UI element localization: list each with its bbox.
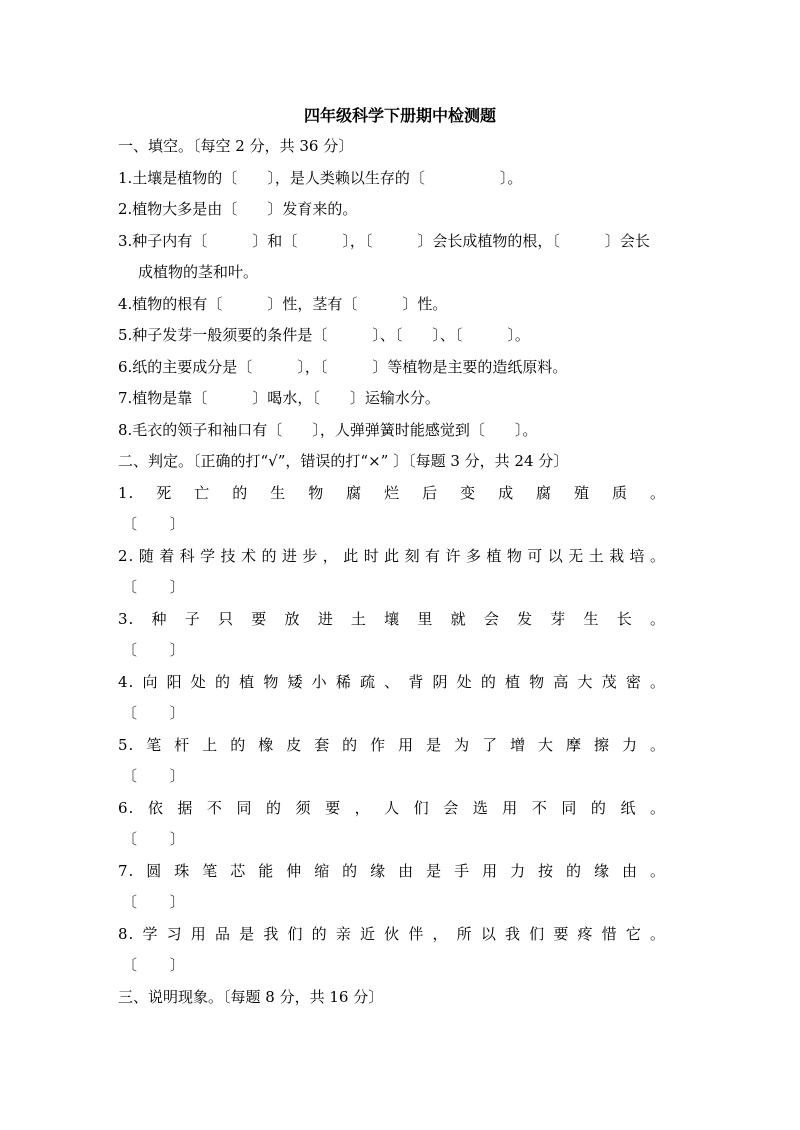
judge-item-1: 1.死亡的生物腐烂后变成腐殖质。 xyxy=(118,484,666,502)
fill-item-3: 3.种子内有〔 〕和〔 〕，〔 〕会长成植物的根，〔 〕会长 xyxy=(118,232,650,250)
judge-answer-8: 〔 〕 xyxy=(122,956,199,974)
section3-heading: 三、说明现象。〔每题 8 分，共 16 分〕 xyxy=(118,988,384,1006)
fill-item-5: 5.种子发芽一般须要的条件是〔 〕、〔 〕、〔 〕。 xyxy=(118,326,530,344)
judge-answer-6: 〔 〕 xyxy=(122,830,199,848)
page-title: 四年级科学下册期中检测题 xyxy=(303,106,496,125)
judge-answer-1: 〔 〕 xyxy=(122,515,199,533)
fill-item-6: 6.纸的主要成分是〔 〕，〔 〕等植物是主要的造纸原料。 xyxy=(118,358,568,376)
judge-item-5: 5.笔杆上的橡皮套的作用是为了增大摩擦力。 xyxy=(118,736,666,754)
judge-item-6: 6.依据不同的须要，人们会选用不同的纸。 xyxy=(118,799,666,817)
fill-item-7: 7.植物是靠〔 〕喝水，〔 〕运输水分。 xyxy=(118,389,440,407)
fill-item-2: 2.植物大多是由〔 〕发育来的。 xyxy=(118,200,358,218)
judge-item-7: 7.圆珠笔芯能伸缩的缘由是手用力按的缘由。 xyxy=(118,862,666,880)
judge-item-3: 3.种子只要放进土壤里就会发芽生长。 xyxy=(118,610,666,628)
section2-heading: 二、判定。〔正确的打“√”，错误的打“×” 〕〔每题 3 分，共 24 分〕 xyxy=(118,452,569,470)
judge-item-2: 2.随着科学技术的进步，此时此刻有许多植物可以无土栽培。 xyxy=(118,547,666,565)
fill-item-8: 8.毛衣的领子和袖口有〔 〕，人弹弹簧时能感觉到〔 〕。 xyxy=(118,421,538,439)
judge-item-8: 8.学习用品是我们的亲近伙伴，所以我们要疼惜它。 xyxy=(118,925,666,943)
judge-answer-5: 〔 〕 xyxy=(122,767,199,785)
judge-answer-7: 〔 〕 xyxy=(122,893,199,911)
judge-item-4: 4.向阳处的植物矮小稀疏、背阴处的植物高大茂密。 xyxy=(118,673,666,691)
fill-item-4: 4.植物的根有〔 〕性，茎有〔 〕性。 xyxy=(118,295,448,313)
judge-answer-4: 〔 〕 xyxy=(122,704,199,722)
judge-answer-3: 〔 〕 xyxy=(122,641,199,659)
fill-item-3-cont: 成植物的茎和叶。 xyxy=(138,263,259,281)
fill-item-1: 1.土壤是植物的〔 〕，是人类赖以生存的〔 〕。 xyxy=(118,169,523,187)
section1-heading: 一、填空。〔每空 2 分，共 36 分〕 xyxy=(118,137,354,155)
judge-answer-2: 〔 〕 xyxy=(122,578,199,596)
